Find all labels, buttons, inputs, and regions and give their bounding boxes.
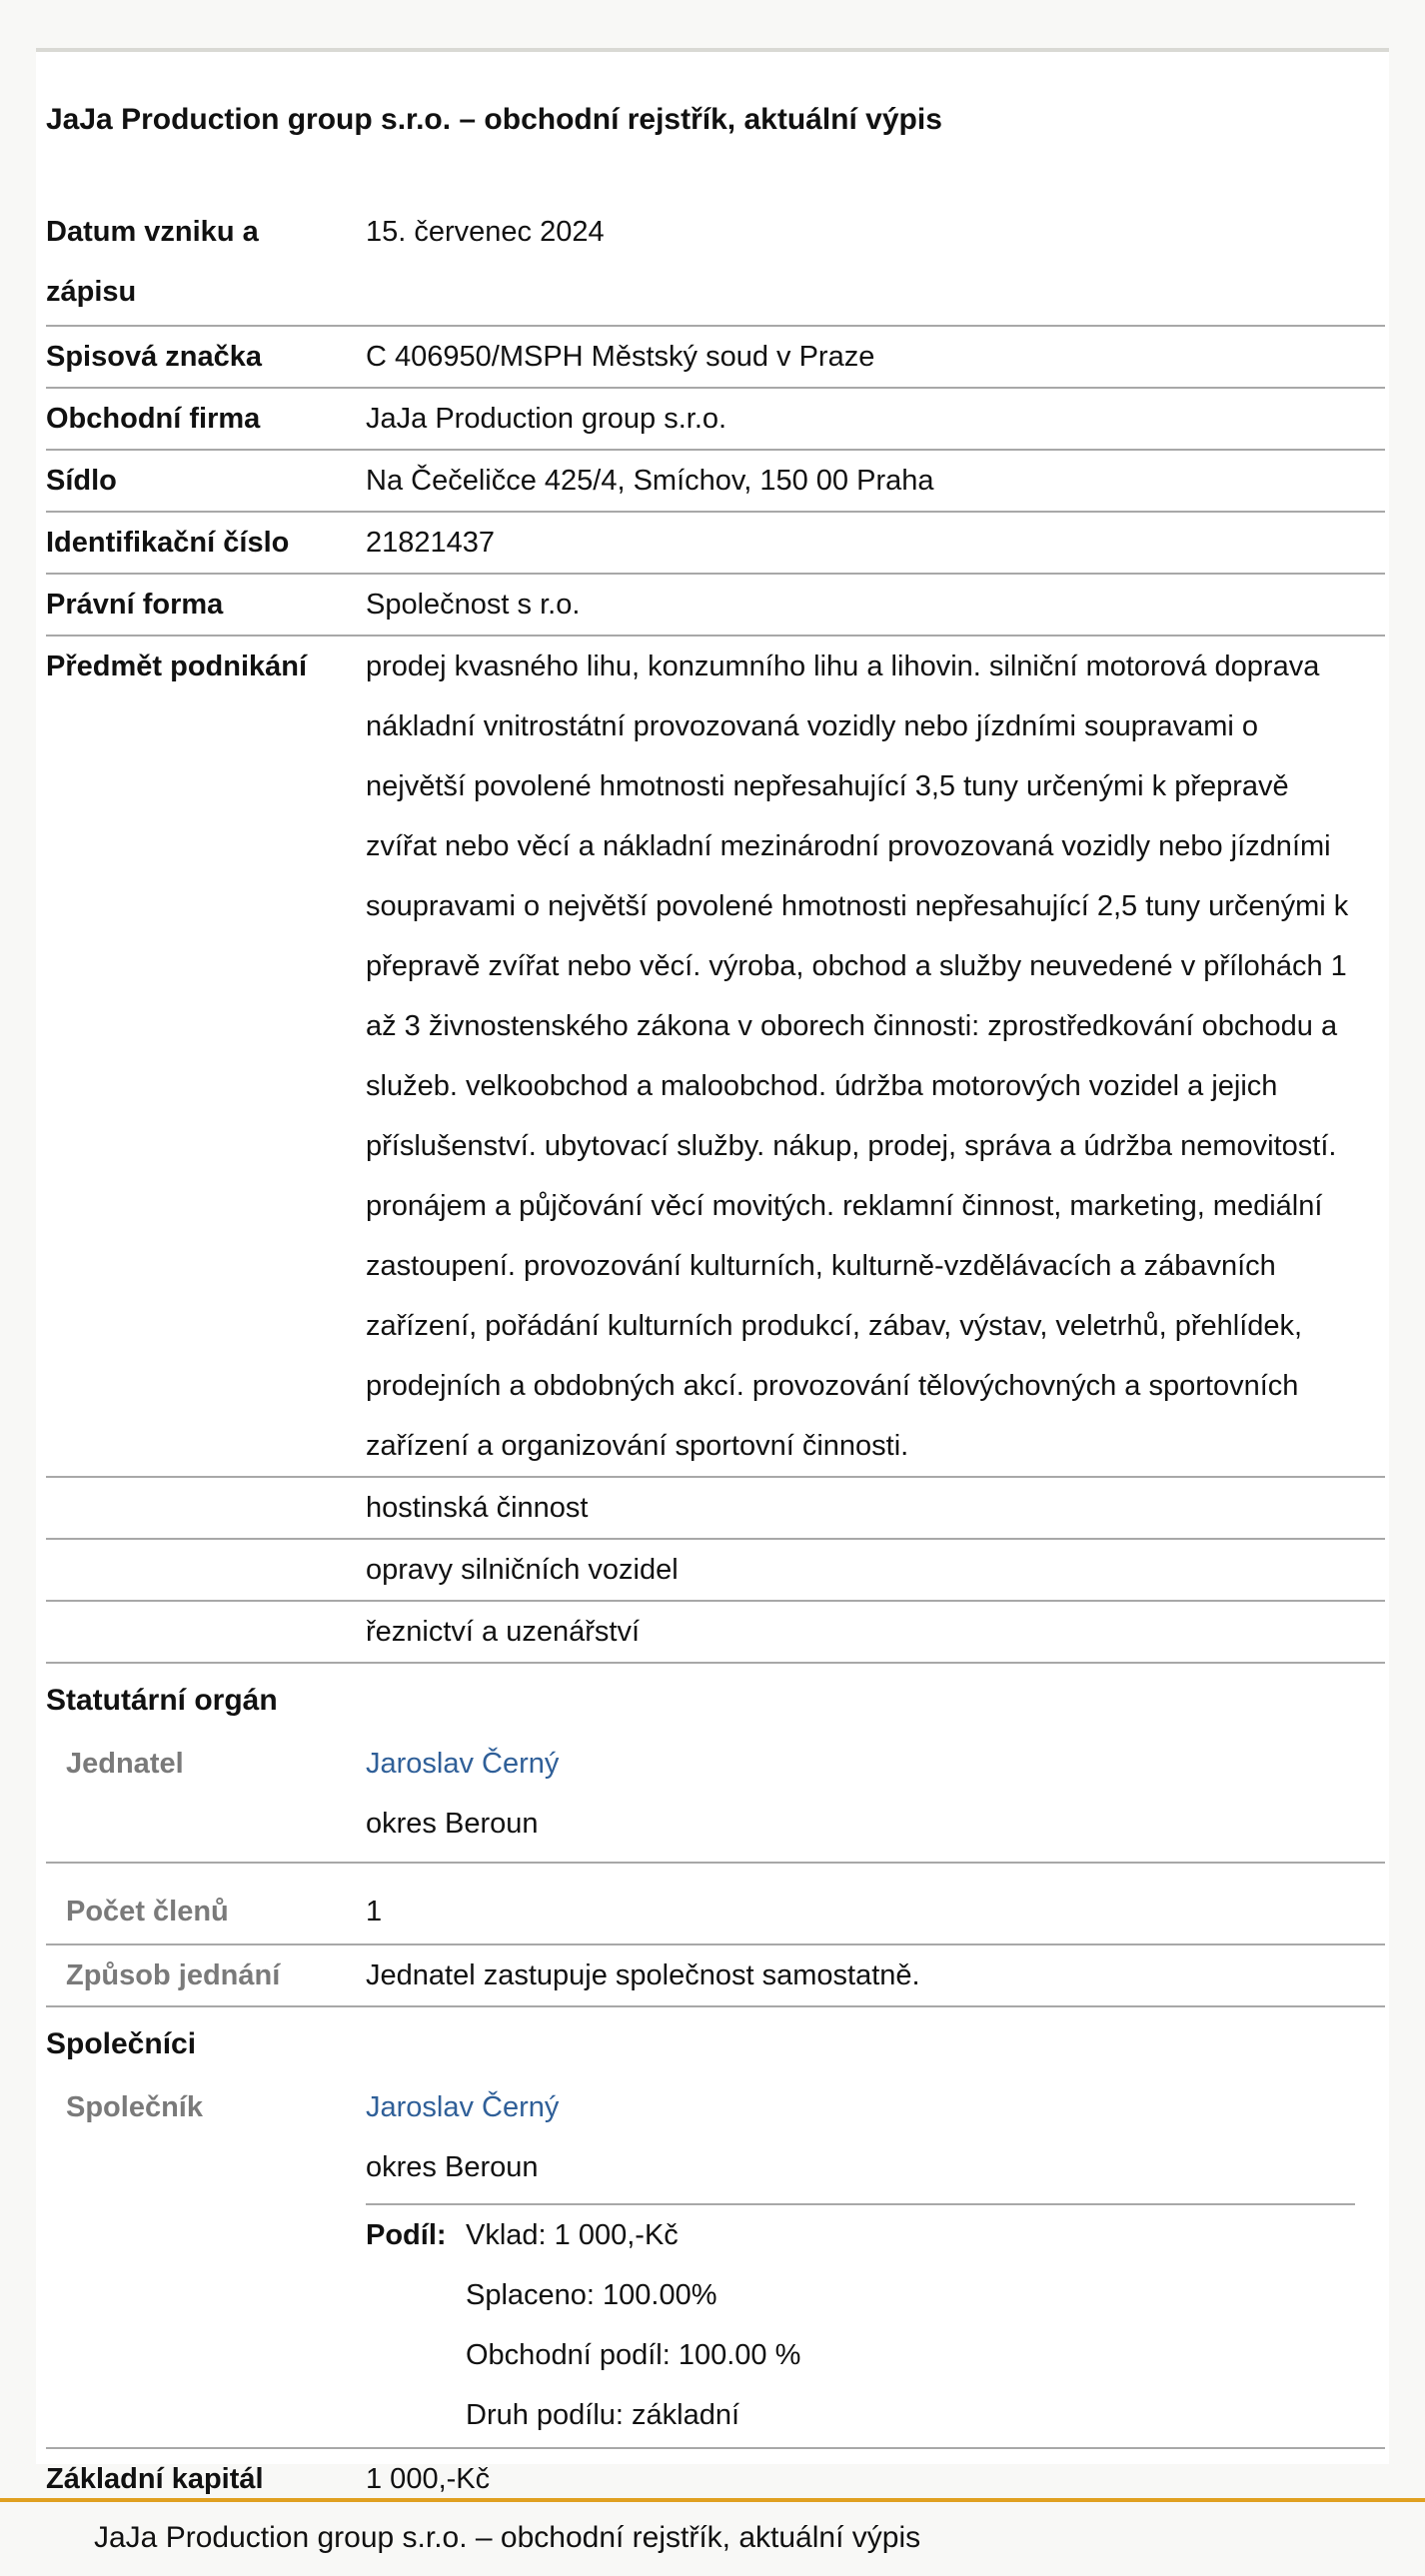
value-ico: 21821437	[366, 527, 496, 559]
register-card	[36, 48, 1389, 2495]
row-ico	[46, 513, 1385, 575]
label-kapital: Základní kapitál	[46, 2463, 264, 2495]
row-pocet	[46, 1864, 1385, 1945]
predmet-line: prodejních a obdobných akcí. provozování tělovýchovných a sportovních	[366, 1370, 1299, 1402]
value-predmet-extra: opravy silničních vozidel	[366, 1554, 679, 1586]
section-title-spolecnici: Společníci	[46, 2027, 197, 2060]
value-predmet	[366, 637, 1385, 1476]
jednatel-name-link[interactable]: Jaroslav Černý	[366, 1748, 560, 1780]
predmet-line: zvířat nebo věcí a nákladní mezinárodní provozovaná vozidly nebo jízdními	[366, 830, 1331, 862]
row-spis	[46, 327, 1385, 389]
label-sidlo: Sídlo	[46, 465, 117, 497]
label-ico: Identifikační číslo	[46, 527, 290, 559]
value-kapital: 1 000,-Kč	[366, 2463, 491, 2495]
row-forma	[46, 575, 1385, 637]
row-predmet-extra	[46, 1540, 1385, 1602]
footer-title: JaJa Production group s.r.o. – obchodní rejstřík, aktuální výpis	[94, 2521, 921, 2554]
value-firma: JaJa Production group s.r.o.	[366, 403, 727, 435]
label-firma: Obchodní firma	[46, 403, 261, 435]
page-title: JaJa Production group s.r.o. – obchodní rejstřík, aktuální výpis	[46, 103, 942, 136]
podil-obchodni: Obchodní podíl: 100.00 %	[466, 2339, 801, 2371]
label-jednatel: Jednatel	[66, 1748, 184, 1780]
label-predmet: Předmět podnikání	[46, 650, 308, 682]
row-firma	[46, 389, 1385, 451]
predmet-line: přepravě zvířat nebo věcí. výroba, obchod a služby neuvedené v přílohách 1	[366, 950, 1347, 982]
label-datum-line1: Datum vzniku a	[46, 216, 259, 248]
label-pocet: Počet členů	[66, 1896, 229, 1928]
row-zpusob	[46, 1945, 1385, 2007]
value-predmet-extra: řeznictví a uzenářství	[366, 1616, 640, 1648]
predmet-line: zařízení, pořádání kulturních produkcí, zábav, výstav, veletrhů, přehlídek,	[366, 1310, 1303, 1342]
label-forma: Právní forma	[46, 589, 224, 621]
predmet-line: prodej kvasného lihu, konzumního lihu a lihovin. silniční motorová doprava	[366, 650, 1320, 682]
row-predmet-extra	[46, 1478, 1385, 1540]
value-forma: Společnost s r.o.	[366, 589, 581, 621]
value-pocet: 1	[366, 1896, 383, 1928]
podil-values	[466, 2205, 800, 2445]
label-zpusob: Způsob jednání	[66, 1959, 281, 1991]
value-spis: C 406950/MSPH Městský soud v Praze	[366, 341, 875, 373]
label-spis: Spisová značka	[46, 341, 262, 373]
label-spolecnik: Společník	[66, 2091, 203, 2123]
label-datum-line2: zápisu	[46, 276, 137, 308]
row-sidlo	[46, 451, 1385, 513]
podil-box	[366, 2203, 1355, 2449]
value-spolecnik	[366, 2077, 1385, 2197]
value-sidlo: Na Čečeličce 425/4, Smíchov, 150 00 Praha	[366, 465, 934, 497]
predmet-line: až 3 živnostenského zákona v oborech činnosti: zprostředkování obchodu a	[366, 1010, 1338, 1042]
predmet-line: zařízení a organizování sportovní činnosti.	[366, 1430, 909, 1462]
row-predmet-extra	[46, 1602, 1385, 1664]
podil-splaceno: Splaceno: 100.00%	[466, 2279, 717, 2311]
footer-bar	[0, 2498, 1425, 2576]
value-datum: 15. červenec 2024	[366, 216, 605, 248]
value-zpusob: Jednatel zastupuje společnost samostatně.	[366, 1959, 920, 1991]
jednatel-okres: okres Beroun	[366, 1808, 539, 1840]
predmet-line: pronájem a půjčování věcí movitých. reklamní činnost, marketing, mediální	[366, 1190, 1323, 1222]
predmet-line: soupravami o největší povolené hmotnosti nepřesahující 2,5 tuny určenými k	[366, 890, 1349, 922]
value-jednatel	[366, 1734, 1385, 1854]
podil-druh: Druh podílu: základní	[466, 2399, 740, 2431]
predmet-line: největší povolené hmotnosti nepřesahující 3,5 tuny určenými k přepravě	[366, 770, 1289, 802]
row-datum	[46, 202, 1385, 327]
spolecnik-name-link[interactable]: Jaroslav Černý	[366, 2091, 560, 2123]
predmet-line: zastoupení. provozování kulturních, kulturně-vzdělávacích a zábavních	[366, 1250, 1276, 1282]
row-spolecnik	[46, 2077, 1385, 2449]
row-jednatel	[46, 1734, 1385, 1864]
predmet-line: nákladní vnitrostátní provozovaná vozidly nebo jízdními soupravami o	[366, 710, 1259, 742]
predmet-line: příslušenství. ubytovací služby. nákup, prodej, správa a údržba nemovitostí.	[366, 1130, 1337, 1162]
podil-label: Podíl:	[366, 2219, 447, 2251]
spolecnik-okres: okres Beroun	[366, 2151, 539, 2183]
podil-vklad: Vklad: 1 000,-Kč	[466, 2219, 679, 2251]
predmet-line: služeb. velkoobchod a maloobchod. údržba motorových vozidel a jejich	[366, 1070, 1278, 1102]
section-title-statutarni: Statutární orgán	[46, 1684, 278, 1717]
label-datum	[46, 202, 346, 322]
value-predmet-extra: hostinská činnost	[366, 1492, 589, 1524]
row-predmet	[46, 637, 1385, 1478]
